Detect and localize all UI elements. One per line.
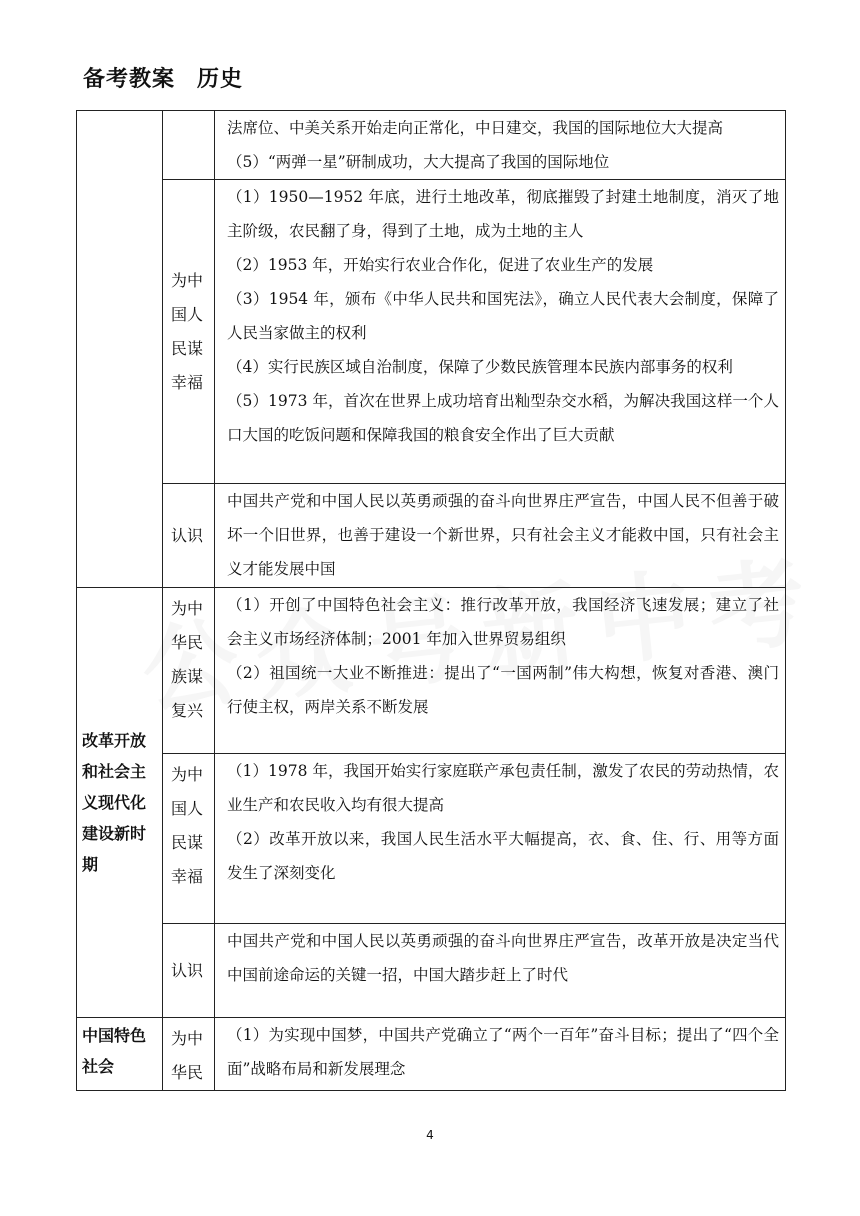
content-cell	[215, 754, 786, 924]
content-cell	[215, 1018, 786, 1091]
table-row	[77, 180, 786, 484]
content-line: （3）1954 年，颁布《中华人民共和国宪法》，确立人民代表大会制度，保障了人民当家做主的权利	[227, 290, 779, 342]
content-cell	[215, 484, 786, 588]
table-row	[77, 111, 786, 180]
aspect-cell	[163, 111, 215, 180]
content-line: （4）实行民族区域自治制度，保障了少数民族管理本民族内部事务的权利	[227, 358, 733, 376]
content-line: （1）1950—1952 年底，进行土地改革，彻底摧毁了封建土地制度，消灭了地主阶级，农民翻了身，得到了土地，成为土地的主人	[227, 188, 779, 240]
table-row	[77, 924, 786, 1018]
header-subject: 历史	[197, 67, 244, 92]
content-line: 中国共产党和中国人民以英勇顽强的奋斗向世界庄严宣告，改革开放是决定当代中国前途命运的关键一招，中国大踏步赶上了时代	[227, 932, 779, 984]
content-line: （1）为实现中国梦，中国共产党确立了“两个一百年”奋斗目标；提出了“四个全面”战略布局和新发展理念	[227, 1026, 779, 1078]
aspect-cell: 为中国人民谋幸福	[163, 754, 215, 924]
header-label: 备考教案	[83, 67, 176, 92]
content-cell	[215, 180, 786, 484]
content-line: （5）1973 年，首次在世界上成功培育出籼型杂交水稻，为解决我国这样一个人口大国的吃饭问题和保障我国的粮食安全作出了巨大贡献	[227, 392, 779, 444]
table-row	[77, 754, 786, 924]
aspect-cell: 为中华民族谋复兴	[163, 588, 215, 754]
content-line: （1）开创了中国特色社会主义：推行改革开放，我国经济飞速发展；建立了社会主义市场经济体制；2001 年加入世界贸易组织	[227, 596, 779, 648]
content-cell	[215, 111, 786, 180]
content-line: 法席位、中美关系开始走向正常化，中日建交，我国的国际地位大大提高	[227, 119, 724, 137]
content-line: （5）“两弹一星”研制成功，大大提高了我国的国际地位	[227, 153, 610, 171]
aspect-cell: 认识	[163, 484, 215, 588]
table-row	[77, 484, 786, 588]
content-line: （2）祖国统一大业不断推进：提出了“一国两制”伟大构想，恢复对香港、澳门行使主权，两岸关系不断发展	[227, 664, 779, 716]
content-line: （1）1978 年，我国开始实行家庭联产承包责任制，激发了农民的劳动热情，农业生产和农民收入均有很大提高	[227, 762, 779, 814]
content-cell	[215, 588, 786, 754]
content-line: （2）改革开放以来，我国人民生活水平大幅提高，衣、食、住、行、用等方面发生了深刻变化	[227, 830, 779, 882]
era-cell: 改革开放和社会主义现代化建设新时期	[77, 588, 163, 1018]
aspect-cell: 为中华民	[163, 1018, 215, 1091]
page-number: 4	[426, 1128, 434, 1142]
table-row	[77, 1018, 786, 1091]
content-line: （2）1953 年，开始实行农业合作化，促进了农业生产的发展	[227, 256, 654, 274]
era-cell	[77, 111, 163, 588]
history-table	[76, 110, 786, 1091]
era-cell: 中国特色社会	[77, 1018, 163, 1091]
aspect-cell: 认识	[163, 924, 215, 1018]
document-header	[83, 62, 243, 93]
content-cell	[215, 924, 786, 1018]
aspect-cell: 为中国人民谋幸福	[163, 180, 215, 484]
table-row	[77, 588, 786, 754]
content-line: 中国共产党和中国人民以英勇顽强的奋斗向世界庄严宣告，中国人民不但善于破坏一个旧世界，也善于建设一个新世界，只有社会主义才能救中国，只有社会主义才能发展中国	[227, 492, 779, 578]
